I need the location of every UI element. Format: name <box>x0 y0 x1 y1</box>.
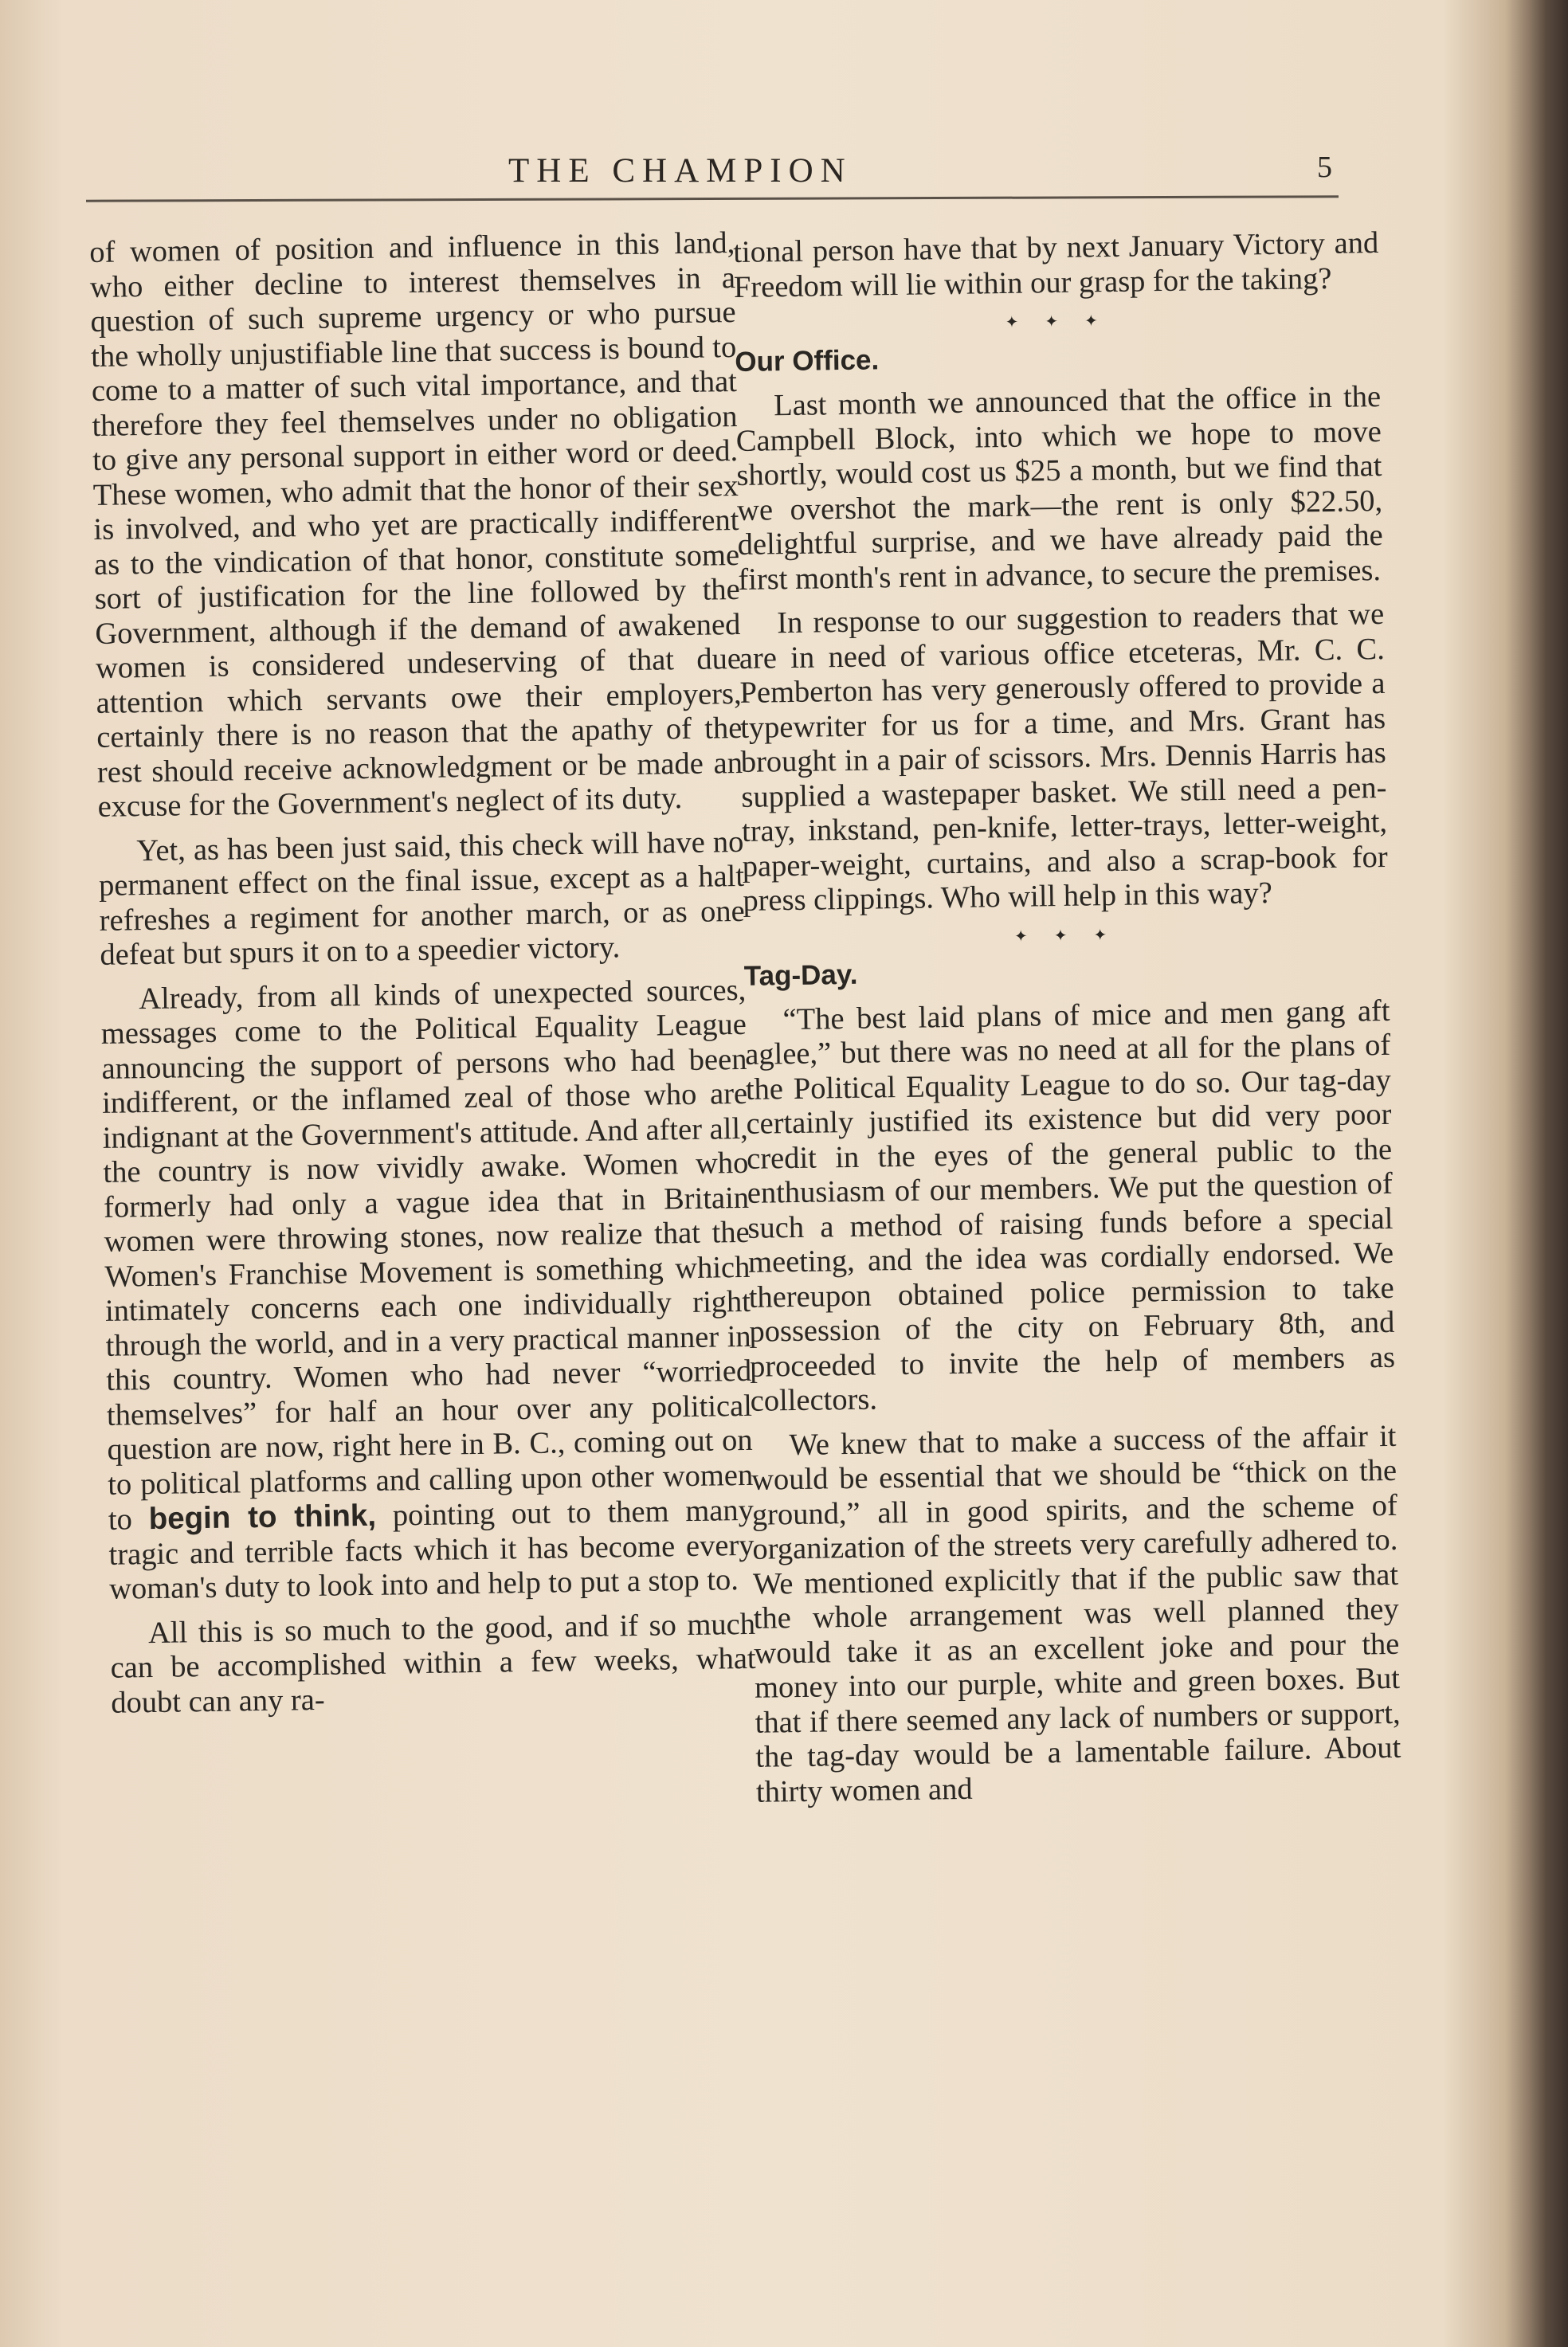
right-paragraph-4: “The best laid plans of mice and men gang aft aglee,” but there was no need at all for the plans of the Political Equality League to do so. Our tag-day certainly justified its existence but did very poor credit in the eyes of the general public to the enthusiasm of our members. We put the question of such a method of raising funds before a special meeting, and the idea was cordially endorsed. We thereupon obtained police permission to take possession of the city on February 8th, and proceeded to invite the help of members as collectors. <box>744 993 1396 1418</box>
publication-title: THE CHAMPION <box>508 152 853 190</box>
left-paragraph-3-text-a: Already, from all kinds of unexpected sources, messages come to the Political Equality League announcing the support of persons who had been indifferent, or the inflamed zeal of those who are indignant at the Government's attitude. And after all, the country is now vividly awake. Women who formerly had only a vague idea that in Britain women were throwing stones, now realize that the Women's Franchise Movement is something which intimately concerns each one individually right through the world, and in a very practical manner in this country. Women who had never “worried themselves” for half an hour over any political question are now, right here in B. C., coming out on to political platforms and calling upon other women to <box>100 973 754 1537</box>
section-divider-ornament: ✦ ✦ ✦ <box>1013 926 1119 946</box>
left-paragraph-1: of women of position and influence in this land, who either decline to interest themselves in a question of such supreme urgency or who pursue the wholly unjustifiable line that success is bound to come to a matter of such vital importance, and that therefore they feel themselves under no obligation to give any personal support in either word or deed. These women, who admit that the honor of their sex is involved, and who yet are practically indifferent as to the vindication of that honor, constitute some sort of justification for the line followed by the Government, although if the demand of awakened women is considered undeserving of that due attention which servants owe their employers, certainly there is no reason that the apathy of the rest should receive acknowledgment or be made an excuse for the Government's neglect of its duty. <box>89 225 743 824</box>
page-number: 5 <box>1317 151 1332 184</box>
emphasis-begin-to-think: begin to think, <box>148 1498 377 1537</box>
left-paragraph-2: Yet, as has been just said, this check will have no permanent effect on the final issue, except as a halt refreshes a regiment for another march, or as one defeat but spurs it on to a speedier victory. <box>98 825 745 972</box>
page-header <box>86 143 1345 207</box>
right-paragraph-2: Last month we announced that the office in the Campbell Block, into which we hope to move shortly, would cost us $25 a month, but we find that we overshot the mark—the rent is only $22.50, delightful surprise, and we have already paid the first month's rent in advance, to secure the premises. <box>735 379 1383 597</box>
left-paragraph-3-text-b: pointing out to them many tragic and terrible facts which it has become every woman's duty to look into and help to put a stop to. <box>108 1493 755 1606</box>
right-paragraph-5: We knew that to make a success of the affair it would be essential that we should be “thick on the ground,” all in good spirits, and the scheme of organization of the streets very carefully adhered to. We mentioned explicitly that if the public saw that the whole arrangement was well planned they would take it as an excellent joke and pour the money into our purple, white and green boxes. But that if there seemed any lack of numbers or support, the tag-day would be a lamentable failure. About thirty women and <box>751 1419 1401 1809</box>
section-divider-ornament: ✦ ✦ ✦ <box>1005 312 1109 331</box>
heading-tag-day: Tag-Day. <box>743 958 858 992</box>
right-paragraph-1: tional person have that by next January Victory and Freedom will lie within our grasp for the taking? <box>733 225 1379 304</box>
right-paragraph-3: In response to our suggestion to readers that we are in need of various office etceteras, Mr. C. C. Pemberton has very generously offered to provide a typewriter for us for a time, and Mrs. Grant has brought in a pair of scissors. Mrs. Dennis Harris has supplied a wastepaper basket. We still need a pen-tray, inkstand, pen-knife, letter-trays, letter-weight, paper-weight, curtains, and also a scrap-book for press clippings. Who will help in this way? <box>739 597 1388 918</box>
header-rule <box>86 195 1339 202</box>
heading-our-office: Our Office. <box>735 344 880 378</box>
left-paragraph-4: All this is so much to the good, and if so much can be accomplished within a few weeks, what doubt can any ra- <box>110 1607 756 1720</box>
right-column <box>733 226 1401 1820</box>
left-column <box>89 226 757 1730</box>
left-paragraph-3 <box>100 973 755 1607</box>
